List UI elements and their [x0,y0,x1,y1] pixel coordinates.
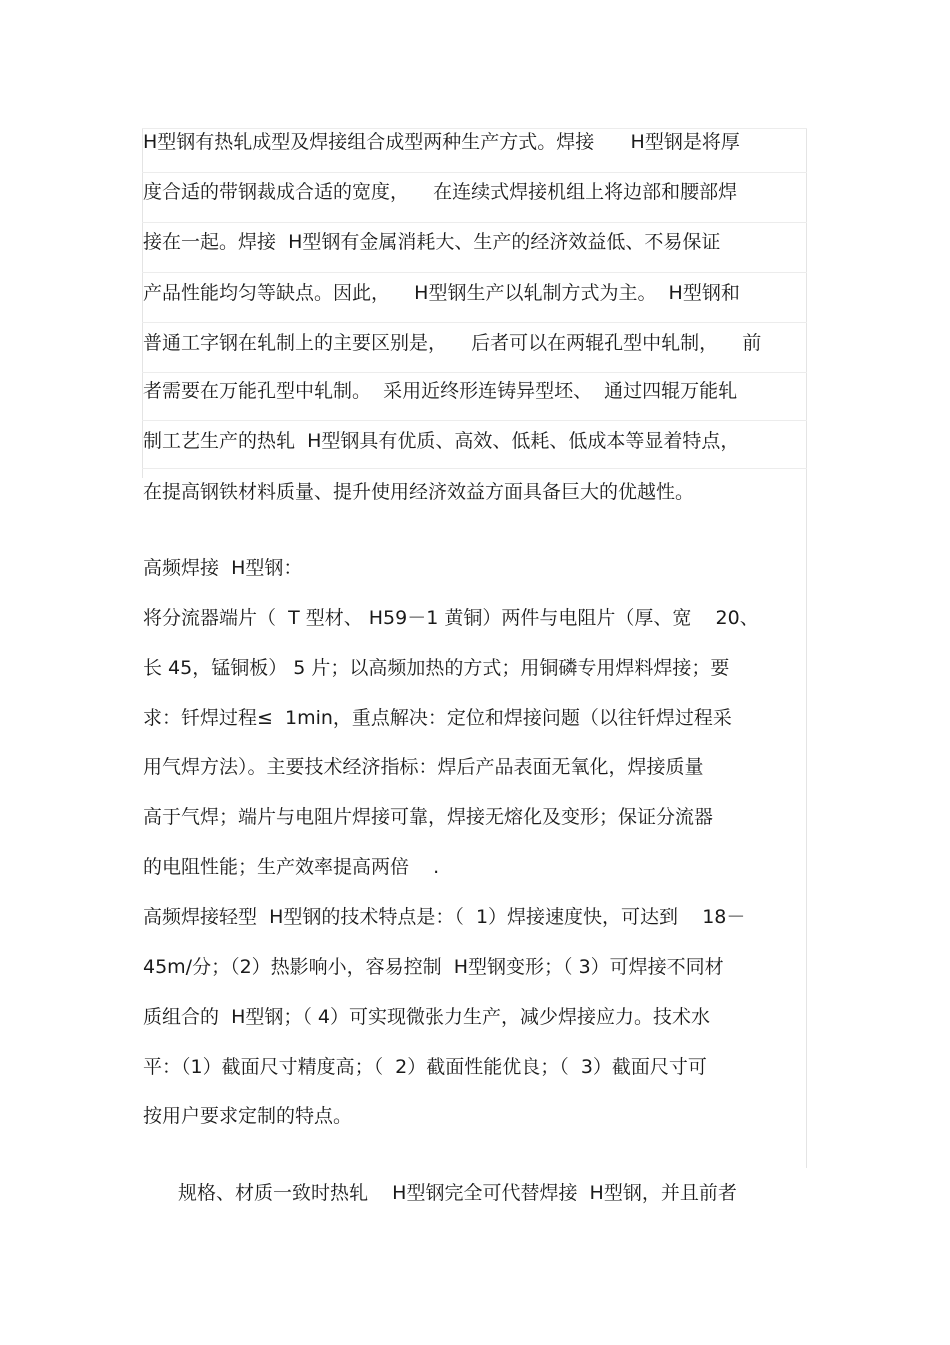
paragraph-line: 45m/分；（2）热影响小，容易控制 H型钢变形；（ 3）可焊接不同材 [143,956,724,978]
paragraph-line: 规格、材质一致时热轧 H型钢完全可代替焊接 H型钢，并且前者 [178,1182,737,1204]
paragraph-line: 用气焊方法）。主要技术经济指标：焊后产品表面无氧化，焊接质量 [143,756,704,778]
row-rule [142,420,807,421]
paragraph-line: 高于气焊；端片与电阻片焊接可靠，焊接无熔化及变形；保证分流器 [143,806,714,828]
paragraph-line: 者需要在万能孔型中轧制。 采用近终形连铸异型坯、 通过四辊万能轧 [143,380,738,402]
paragraph-line: 在提高钢铁材料质量、提升使用经济效益方面具备巨大的优越性。 [143,481,695,503]
paragraph-line: 平：（1）截面尺寸精度高；（ 2）截面性能优良；（ 3）截面尺寸可 [143,1056,707,1078]
row-rule [142,468,807,469]
row-rule [142,322,807,323]
paragraph-line: 求：钎焊过程≤ 1min，重点解决：定位和焊接问题（以往钎焊过程采 [143,707,732,729]
paragraph-line: 长 45，锰铜板） 5 片；以高频加热的方式；用铜磷专用焊料焊接；要 [143,657,730,679]
paragraph-line: 度合适的带钢裁成合适的宽度， 在连续式焊接机组上将边部和腰部焊 [143,181,738,203]
paragraph-line: 高频焊接轻型 H型钢的技术特点是：（ 1）焊接速度快，可达到 18－ [143,906,746,928]
paragraph-line: 质组合的 H型钢；（ 4）可实现微张力生产，减少焊接应力。技术水 [143,1006,710,1028]
paragraph-line: 按用户要求定制的特点。 [143,1105,353,1127]
paragraph-line: 接在一起。焊接 H型钢有金属消耗大、生产的经济效益低、不易保证 [143,231,721,253]
paragraph-line: 将分流器端片（ T 型材、 H59－1 黄铜）两件与电阻片（厚、宽 20、 [143,607,759,629]
paragraph-line: 的电阻性能；生产效率提高两倍 . [143,856,440,878]
row-rule [142,372,807,373]
right-margin-rule [806,128,807,1168]
row-rule [142,222,807,223]
section-heading: 高频焊接 H型钢： [143,557,303,579]
paragraph-line: 普通工字钢在轧制上的主要区别是， 后者可以在两辊孔型中轧制， 前 [143,332,762,354]
row-rule [142,272,807,273]
paragraph-line: H型钢有热轧成型及焊接组合成型两种生产方式。焊接 H型钢是将厚 [143,131,740,153]
row-rule [142,172,807,173]
paragraph-line: 产品性能均匀等缺点。因此， H型钢生产以轧制方式为主。 H型钢和 [143,282,740,304]
paragraph-line: 制工艺生产的热轧 H型钢具有优质、高效、低耗、低成本等显着特点， [143,430,740,452]
